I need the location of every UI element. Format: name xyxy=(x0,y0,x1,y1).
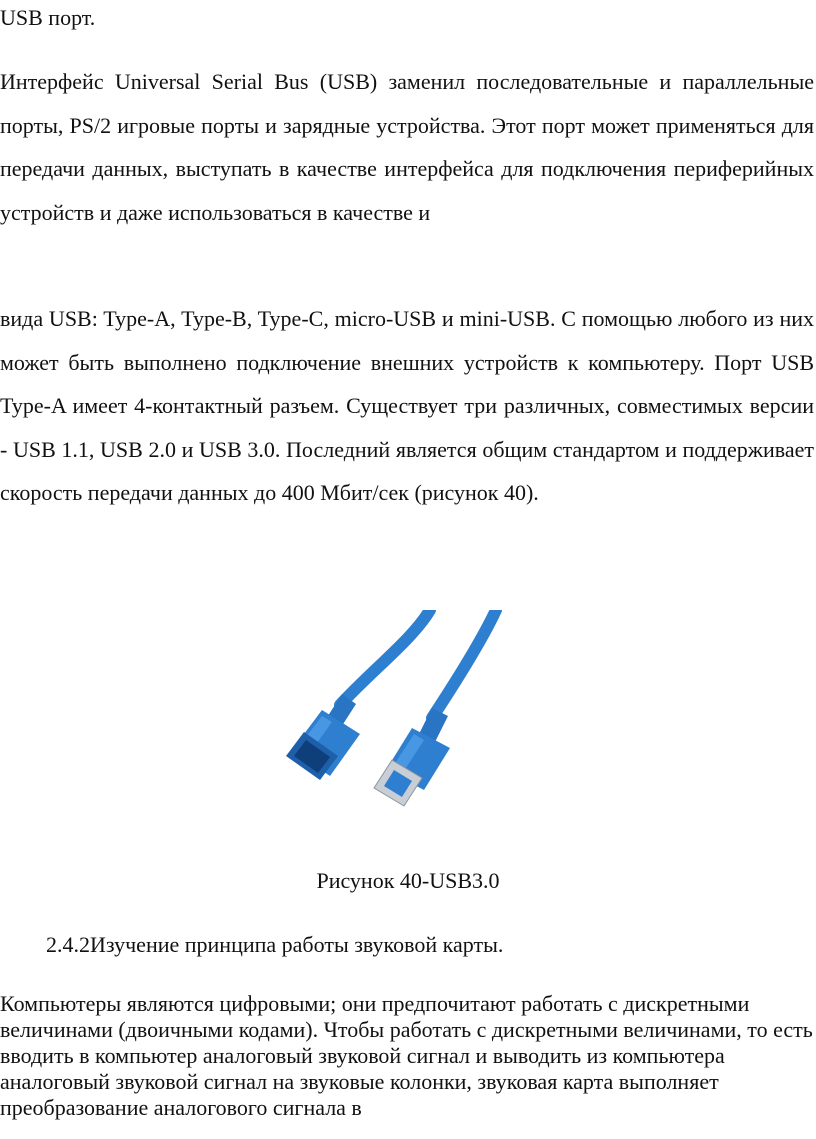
usb-port-heading: USB порт. xyxy=(0,5,96,30)
paragraph-sound-card: Компьютеры являются цифровыми; они предпочитают работать с дискретными величинами (двоичными кодами). Чтобы работать с дискретными величинами, то есть вводить в компьютер аналоговый звуковой сигнал и выводить из компьютера аналоговый звуковой сигнал на звуковые колонки, звуковая карта выполняет преобразование аналогового сигнала в xyxy=(0,991,813,1120)
paragraph-usb-types: вида USB: Type-A, Type-B, Type-C, micro-USB и mini-USB. С помощью любого из них может быть выполнено подключение внешних устройств к компьютеру. Порт USB Type-A имеет 4-контактный разъем. Существует три различных, совместимых версии - USB 1.1, USB 2.0 и USB 3.0. Последний является общим стандартом и поддерживает скорость передачи данных до 400 Мбит/сек (рисунок 40). xyxy=(0,306,814,505)
usb-cable-illustration xyxy=(282,610,542,820)
cable-right xyxy=(432,610,496,718)
figure-caption: Рисунок 40-USB3.0 xyxy=(316,868,500,893)
usb-cable-figure xyxy=(282,610,542,820)
section-heading: 2.4.2Изучение принципа работы звуковой карты. xyxy=(46,932,504,957)
paragraph-usb-intro: Интерфейс Universal Serial Bus (USB) заменил последовательные и параллельные порты, PS/2 игровые порты и зарядные устройства. Этот порт может применяться для передачи данных, выступать в качестве интерфейса для подключения периферийных устройств и даже использоваться в качестве и xyxy=(0,69,814,225)
cable-left xyxy=(340,610,430,705)
